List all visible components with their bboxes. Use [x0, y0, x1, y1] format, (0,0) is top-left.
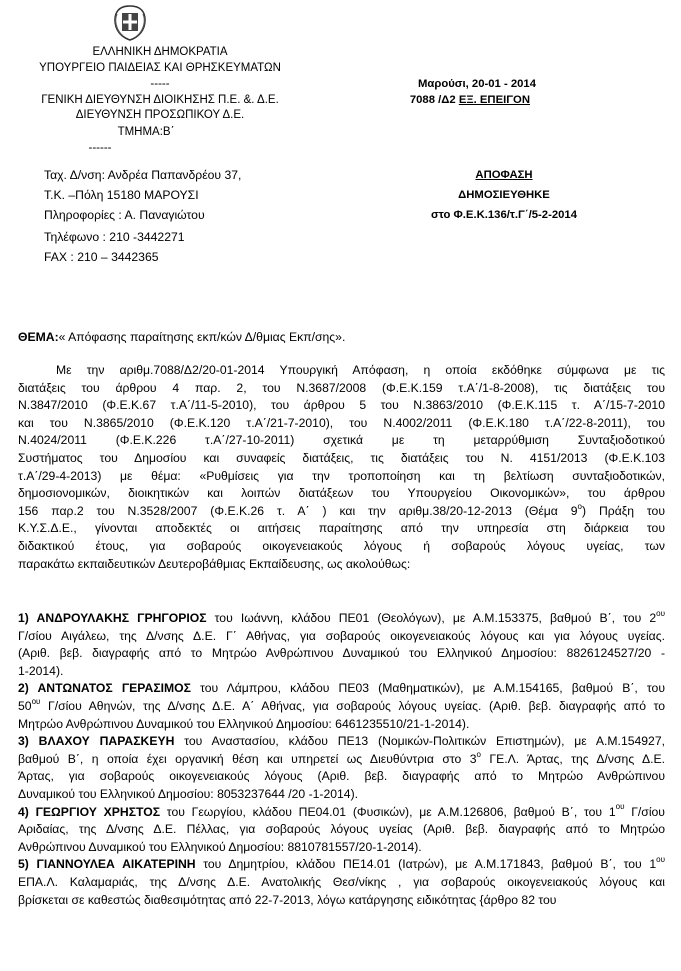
- decision-title: ΑΠΟΦΑΣΗ: [475, 169, 533, 181]
- intro-line: και του Ν.3865/2010 (Φ.Ε.Κ.120 τ.Α΄/21-7-2010), του Ν.4002/2011 (Φ.Ε.Κ.180 τ.Α΄/22-8-2011), του: [18, 415, 665, 430]
- protocol-number: 7088 /Δ2 ΕΞ. ΕΠΕΙΓΟΝ: [409, 94, 530, 106]
- entry-line: 3) ΒΛΑΧΟΥ ΠΑΡΑΣΚΕΥΗ του Αναστασίου, κλάδου ΠΕ13 (Νομικών-Πολιτικών Επιστημών), με Α.Μ.154927,: [18, 734, 665, 749]
- intro-line: Με την αριθμ.7088/Δ2/20-01-2014 Υπουργική Απόφαση, η οποία εκδόθηκε σύμφωνα με τις: [56, 363, 665, 377]
- intro-line: Ν.4024/2011 (Φ.Ε.Κ.226 τ.Α΄/27-10-2011) σχετικά με τη μεταρρύθμιση Συνταξιοδοτικού: [18, 433, 665, 448]
- entry-line: 1) ΑΝΔΡΟΥΛΑΚΗΣ ΓΡΗΓΟΡΙΟΣ του Ιωάννη, κλάδου ΠΕ01 (Θεολόγων), με Α.Μ.153375, βαθμού Β΄, του $2^{o\upsilon}$: [18, 610, 665, 625]
- contact-postal: Τ.Κ. –Πόλη 15180 ΜΑΡΟΥΣΙ: [44, 188, 199, 202]
- subject-label: ΘΕΜΑ:: [18, 330, 59, 344]
- entry-name: 4) ΓΕΩΡΓΙΟΥ ΧΡΗΣΤΟΣ: [18, 804, 161, 819]
- entry-line: Ανθρώπινου Δυναμικού του Ελληνικού Δημοσίου: 8810781557/20-1-2014).: [18, 839, 422, 854]
- entry-line: 4) ΓΕΩΡΓΙΟΥ ΧΡΗΣΤΟΣ του Γεωργίου, κλάδου ΠΕ04.01 (Φυσικών), με Α.Μ.126806, βαθμού Β΄, του $1^{o\upsilon}$ Γ/σίου: [18, 803, 665, 819]
- intro-line: Συστήματος του Δημοσίου και συναφείς διατάξεις, τις διατάξεις του Ν. 4151/2013 (Φ.Ε.Κ.103: [18, 450, 665, 465]
- entry-line: 2) ΑΝΤΩΝΑΤΟΣ ΓΕΡΑΣΙΜΟΣ του Λάμπρου, κλάδου ΠΕ03 (Μαθηματικών), με Α.Μ.154165, βαθμού Β΄, του: [18, 681, 665, 696]
- urgent-marker: ΕΞ. ΕΠΕΙΓΟΝ: [458, 94, 530, 106]
- entry-line: 5) ΓΙΑΝΝΟΥΛΕΑ ΑΙΚΑΤΕΡΙΝΗ του Δημητρίου, κλάδου ΠΕ14.01 (Ιατρών), με Α.Μ.171843, βαθμού Β΄, του $1^{o\upsilon}$: [18, 856, 665, 872]
- entry-name: 1) ΑΝΔΡΟΥΛΑΚΗΣ ΓΡΗΓΟΡΙΟΣ: [18, 611, 207, 625]
- entries-list: [18, 610, 665, 909]
- header-department: ΤΜΗΜΑ:Β΄: [117, 126, 175, 138]
- intro-line: Ν.3847/2010 (Φ.Ε.Κ.67 τ.Α΄/11-5-2010), του άρθρου 5 του Ν.3863/2010 (Φ.Ε.Κ.115 τ. Α΄/15-7-2010: [18, 398, 665, 413]
- decision-gazette: στο Φ.Ε.Κ.136/τ.Γ΄/5-2-2014: [431, 209, 577, 221]
- entry-line: 1-2014).: [18, 663, 64, 678]
- intro-line: Κ.Υ.Σ.Δ.Ε., γίνονται αποδεκτές οι αιτήσεις παραίτησης από την υπηρεσία στη διάρκεια του: [18, 521, 665, 536]
- entry-line: $50^{o\upsilon}$ Γ/σίου Αθηνών, της Δ/νσης Δ.Ε. Α΄ Αθήνας, για σοβαρούς λόγους υγείας. (Αριθ. βεβ. διαγραφής από το: [18, 697, 665, 713]
- entry-line: βρίσκεται σε καθεστώς διαθεσιμότητας από 22-7-2013, λόγω κατάργησης ειδικότητας {άρθρο 82 του: [18, 892, 557, 907]
- intro-line: διατάξεις του άρθρου 4 παρ. 2, του Ν.3687/2008 (Φ.Ε.Κ.159 τ.Α΄/1-8-2008), τις διατάξεις του: [18, 380, 665, 395]
- header-directorate-general: ΓΕΝΙΚΗ ΔΙΕΥΘΥΝΣΗ ΔΙΟΙΚΗΣΗΣ Π.Ε. &. Δ.Ε.: [41, 94, 279, 106]
- contact-address: Ταχ. Δ/νση: Ανδρέα Παπανδρέου 37,: [44, 168, 242, 182]
- entry-line: Μητρώο Ανθρώπινου Δυναμικού του Ελληνικού Δημοσίου: 6461235510/21-1-2014).: [18, 716, 470, 731]
- contact-info: Πληροφορίες : Α. Παναγιώτου: [44, 208, 205, 222]
- entry-name: 2) ΑΝΤΩΝΑΤΟΣ ΓΕΡΑΣΙΜΟΣ: [18, 681, 191, 696]
- entry-name: 5) ΓΙΑΝΝΟΥΛΕΑ ΑΙΚΑΤΕΡΙΝΗ: [18, 857, 196, 872]
- header-separator-2: ------: [88, 142, 112, 154]
- intro-line: τ.Α΄/29-4-2013) με θέμα: «Ρυθμίσεις για την τροποποίηση και τη βελτίωση συνταξιοδοτικών,: [18, 468, 665, 483]
- greek-emblem-icon: [111, 4, 149, 42]
- place-date: Μαρούσι, 20-01 - 2014: [417, 78, 536, 90]
- subject-text: « Απόφασης παραίτησης εκπ/κών Δ/θμιας Εκπ/σης».: [58, 330, 346, 344]
- contact-phone: Τηλέφωνο : 210 -3442271: [44, 230, 185, 244]
- entry-line: Δυναμικού του Ελληνικού Δημοσίου: 8053237644 /20 -1-2014).: [18, 786, 359, 801]
- entry-name: 3) ΒΛΑΧΟΥ ΠΑΡΑΣΚΕΥΗ: [18, 734, 175, 749]
- entry-line: Αριδαίας, της Δ/νσης Δ.Ε. Πέλλας, για σοβαρούς λόγους υγείας (Αριθ. βεβ. διαγραφής από το Μητρώο: [18, 822, 665, 837]
- intro-paragraph: [18, 362, 665, 573]
- contact-fax: FAX : 210 – 3442365: [44, 250, 159, 264]
- entry-line: (Αριθ. βεβ. διαγραφής από το Μητρώο Ανθρώπινου Δυναμικού του Ελληνικού Δημοσίου: 8826124527/20 -: [18, 646, 665, 661]
- decision-published: ΔΗΜΟΣΙΕΥΘΗΚΕ: [458, 189, 550, 201]
- intro-line: 156 παρ.2 του Ν.3528/2007 (Φ.Ε.Κ.26 τ. Α΄ ) και την αριθμ.38/20-12-2013 (Θέμα $9^o$) Πράξη του: [18, 502, 665, 518]
- header-separator: -----: [150, 78, 170, 90]
- intro-line: παρακάτω εκπαιδευτικών Δευτεροβάθμιας Εκπαίδευσης, ως ακολούθως:: [18, 556, 411, 571]
- intro-line: διδακτικού έτους, για σοβαρούς οικογενειακούς λόγους ή σοβαρούς λόγους υγείας, των: [18, 538, 665, 553]
- header-ministry: ΥΠΟΥΡΓΕΙΟ ΠΑΙΔΕΙΑΣ ΚΑΙ ΘΡΗΣΚΕΥΜΑΤΩΝ: [39, 62, 281, 74]
- subject-line: [18, 330, 345, 344]
- entry-line: Γ/σίου Αιγάλεω, της Δ/νσης Δ.Ε. Γ΄ Αθήνας, για σοβαρούς οικογενειακούς λόγους και για λόγους υγείας.: [18, 628, 665, 643]
- intro-line: δημοσιονομικών, διοικητικών και λοιπών διατάξεων του Υπουργείου Οικονομικών», του άρθρου: [18, 486, 665, 501]
- header-country: ΕΛΛΗΝΙΚΗ ΔΗΜΟΚΡΑΤΙΑ: [92, 46, 228, 58]
- entry-line: Άρτας, για σοβαρούς οικογενειακούς λόγους (Αριθ. βεβ. διαγραφής από το Μητρώο Ανθρώπινου: [18, 769, 665, 784]
- entry-line: ΕΠΑ.Λ. Καλαμαριάς, της Δ/νσης Δ.Ε. Ανατολικής Θεσ/νίκης , για σοβαρούς οικογενειακούς λόγους και: [18, 874, 665, 889]
- entry-line: βαθμού Β΄, η οποία έχει οργανική θέση και υπηρετεί ως Διευθύντρια στο $3^o$ ΓΕ.Λ. Άρτας, της Δ/νσης Δ.Ε.: [18, 750, 665, 766]
- header-directorate: ΔΙΕΥΘΥΝΣΗ ΠΡΟΣΩΠΙΚΟΥ Δ.Ε.: [75, 109, 245, 121]
